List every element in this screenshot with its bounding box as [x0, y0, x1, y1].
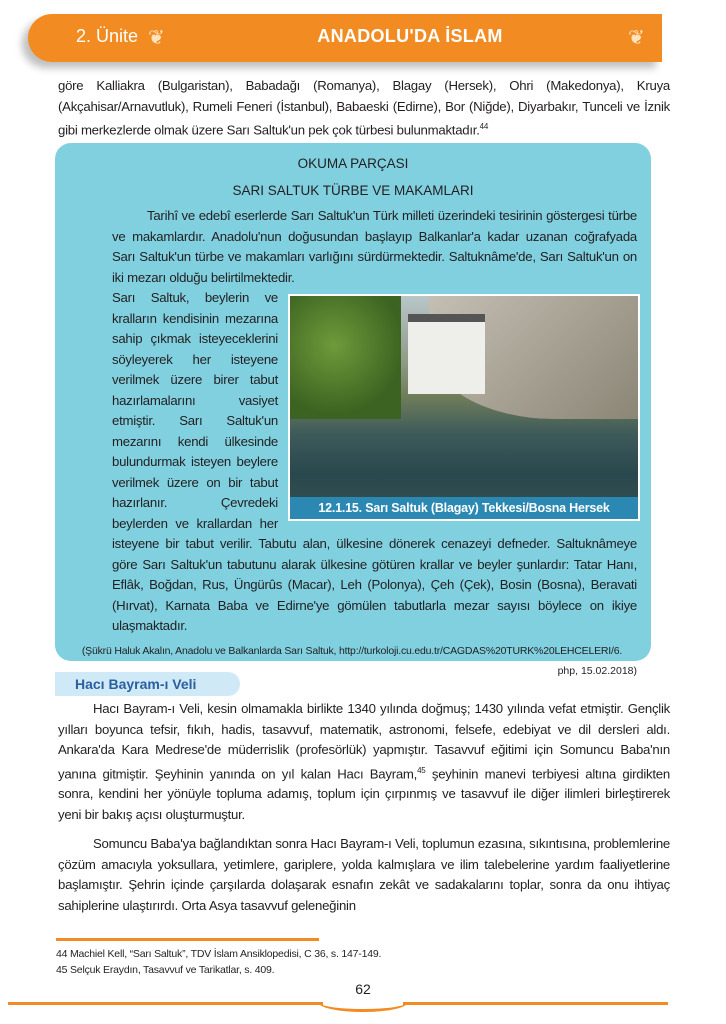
- footer-ornament: [318, 992, 408, 1012]
- page-header: [28, 14, 662, 62]
- section-paragraph-2: Somuncu Baba'ya bağlandıktan sonra Hacı Bayram-ı Veli, toplumun ezasına, sıkıntısına, problemlerine çözüm amacıyla yoksullara, yetimlere, gariplere, yolda kalmışlara ve ilim talebelerine yardım faaliyetlerine başlamıştır. Şehrin içinde çarşılarda dolaşarak esnafın zekât ve sadakalarını toplar, sonra da onu ihtiyaç sahiplerine ulaştırırdı. Orta Asya tasavvuf geleneğinin: [58, 836, 670, 913]
- reading-paragraph-2: Sarı Saltuk, beylerin ve kralların kendisinin mezarına sahip çıkmak isteyeceklerini söyleyerek her isteyene verilmek üzere birer tabut hazırlamalarını vasiyet etmiştir. Sarı Saltuk'un mezarını kendi ülkesinde bulundurmak isteyen beylere verilmek üzere on bir tabut hazırlanır. Çevredeki beylerden ve krallardan her isteyene bir tabut verilir. Tabutu alan, ülkesine dönerek cenazeyi defneder. Saltuknâmeye göre Sarı Saltuk'un tabutunu alarak ülkesine götüren krallar ve beyler şunlardır: Tatar Hanı, Eflâk, Boğdan, Rus, Üngürûs (Macar), Leh (Polonya), Çeh (Çek), Bosin (Bosna), Beravati (Hırvat), Karnata Baba ve Edirne'ye gömülen tabutlarla mezar sayısı böylece on ikiye ulaşmaktadır.: [112, 290, 637, 633]
- footnote-ref: 44: [479, 122, 489, 131]
- photo-house: [408, 314, 485, 394]
- footnote-divider: [56, 938, 319, 941]
- intro-text: göre Kalliakra (Bulgaristan), Babadağı (Romanya), Blagay (Hersek), Ohri (Makedonya), Kruya (Akçahisar/Arnavutluk), Rumeli Feneri (İstanbul), Babaeski (Edirne), Bor (Niğde), Diyarbakır, Tunceli ve İznik gibi merkezlerde olmak üzere Sarı Saltuk'un pek çok türbesi bulunmaktadır.: [58, 78, 670, 138]
- section-body: [58, 699, 670, 925]
- reading-paragraph-1: Tarihî ve edebî eserlerde Sarı Saltuk'un Türk milleti üzerindeki tesirinin göstergesi türbe ve makamlardır. Anadolu'nun doğusundan başlayıp Balkanlar'a kadar uzanan coğrafyada Sarı Saltuk'un türbe ve makamları varlığını sürdürmektedir. Saltuknâme'de, Sarı Saltuk'un on iki mezarı olduğu belirtilmektedir.: [112, 208, 637, 285]
- photo-trees: [290, 296, 401, 419]
- tekke-photo: [288, 294, 640, 521]
- intro-paragraph: [58, 76, 670, 141]
- reading-source: (Şükrü Haluk Akalın, Anadolu ve Balkanlarda Sarı Saltuk, http://turkoloji.cu.edu.tr/CAGDAS%20TURK%20LEHCELERI/6.: [81, 644, 623, 657]
- footnote-ref: 45: [417, 765, 426, 775]
- section-paragraph-1: [58, 699, 670, 825]
- footnote-44: 44 Machiel Kell, “Sarı Saltuk”, TDV İslam Ansiklopedisi, C 36, s. 147-149.: [56, 948, 382, 960]
- section-heading: Hacı Bayram-ı Veli: [55, 672, 240, 696]
- reading-box: [55, 143, 651, 677]
- page-number: 62: [355, 981, 371, 997]
- text: şeyhinin manevi terbiyesi altına girdikten sonra, kendini her yönüyle topluma adamış, toplum için çırpınmış ve tasavvuf ile diğer ilimleri birleştirerek yeni bir bakış açısı oluşturmuştur.: [58, 765, 670, 822]
- chapter-title: ANADOLU'DA İSLAM: [317, 26, 503, 46]
- reading-label: OKUMA PARÇASI: [297, 156, 409, 171]
- reading-title: SARI SALTUK TÜRBE VE MAKAMLARI: [232, 183, 474, 198]
- footer-line-right: [403, 1002, 668, 1005]
- reading-source-cont: php, 15.02.2018): [557, 664, 637, 677]
- footer-line-left: [8, 1002, 323, 1005]
- photo-caption: 12.1.15. Sarı Saltuk (Blagay) Tekkesi/Bosna Hersek: [290, 497, 638, 519]
- ornament-icon: ❦: [628, 27, 645, 49]
- ornament-icon: ❦: [148, 27, 165, 49]
- text: Hacı Bayram-ı Veli, kesin olmamakla birlikte 1340 yılında doğmuş; 1430 yılında vefat etmiştir. Gençlik yılları boyunca tefsir, fıkıh, hadis, tasavvuf, matematik, astronomi, felsefe, edebiyat ve dil dersleri aldı. Ankara'da Kara Medrese'de müderrislik (profesörlük) yapmıştır. Tasavvuf eğitimi için Somuncu Baba'nın yanına gitmiştir. Şeyhinin yanında on yıl kalan Hacı Bayram,: [58, 701, 670, 781]
- unit-label: 2. Ünite: [76, 26, 139, 46]
- footnote-45: 45 Selçuk Eraydın, Tasavvuf ve Tarikatlar, s. 409.: [56, 964, 275, 976]
- footnotes: [56, 946, 381, 978]
